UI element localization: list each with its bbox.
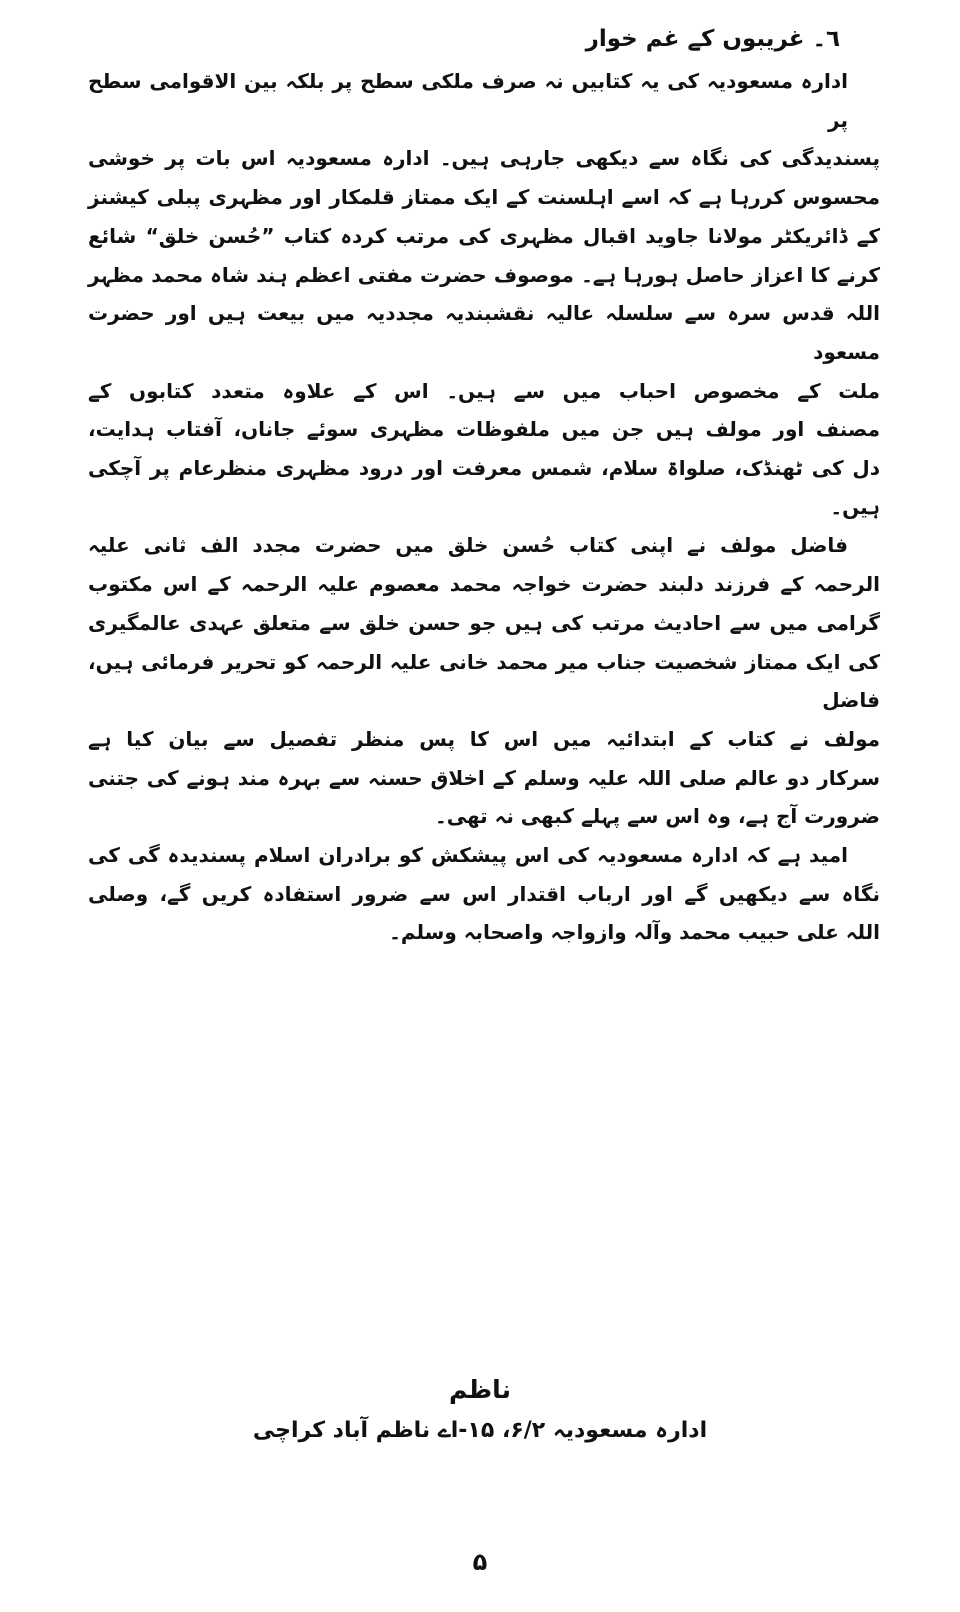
text-line: ہیں۔ [830,494,880,519]
text-line: امید ہے کہ ادارہ مسعودیہ کی اس پیشکش کو برادران اسلام پسندیدہ گی کی [88,843,848,868]
text-line: گرامی میں سے احادیث مرتب کی ہیں جو حسن خلق سے متعلق عہدی عالمگیری [88,610,880,635]
page-number: ۵ [472,1548,488,1576]
text-line: کرنے کا اعزاز حاصل ہورہا ہے۔ موصوف حضرت مفتی اعظم ہند شاہ محمد مظہر [88,262,880,287]
text-line: مصنف اور مولف ہیں جن میں ملفوظات مظہری سوئے جاناں، آفتاب ہدایت، [88,417,880,442]
text-line: فاضل مولف نے اپنی کتاب حُسن خلق میں حضرت مجدد الف ثانی علیہ [88,533,848,558]
text-line: ادارہ مسعودیہ کی یہ کتابیں نہ صرف ملکی سطح پر بلکہ بین الاقوامی سطح پر [88,69,848,132]
text-line: مولف نے کتاب کے ابتدائیہ میں اس کا پس منظر تفصیل سے بیان کیا ہے [88,726,880,751]
paragraph [88,836,880,952]
body-text [88,62,880,952]
text-line: اللہ قدس سرہ سے سلسلہ عالیہ نقشبندیہ مجددیہ میں بیعت ہیں اور حضرت مسعود [88,301,880,364]
text-line: دل کی ٹھنڈک، صلواۃ سلام، شمس معرفت اور درود مظہری منظرعام پر آچکی [88,456,880,481]
text-line: کے ڈائریکٹر مولانا جاوید اقبال مظہری کی مرتب کردہ کتاب ”حُسن خلق“ شائع [88,223,880,248]
text-line: اللہ علی حبیب محمد وآلہ وازواجہ واصحابہ وسلم۔ [389,920,880,945]
text-line: سرکار دو عالم صلی اللہ علیہ وسلم کے اخلاق حسنہ سے بہرہ مند ہونے کی جتنی [88,765,880,790]
text-line: محسوس کررہا ہے کہ اسے اہلسنت کے ایک ممتاز قلمکار اور مظہری پبلی کیشنز [88,185,880,210]
signature-title: ناظم [449,1375,511,1404]
text-line: ملت کے مخصوص احباب میں سے ہیں۔ اس کے علاوہ متعدد کتابوں کے [88,378,880,403]
paragraph [88,526,880,836]
paragraph [88,62,880,526]
text-line: ضرورت آج ہے، وہ اس سے پہلے کبھی نہ تھی۔ [434,804,880,829]
section-heading: ٦۔ غریبوں کے غم خوار [585,26,840,52]
text-line: پسندیدگی کی نگاہ سے دیکھی جارہی ہیں۔ ادارہ مسعودیہ اس بات پر خوشی [88,146,880,171]
text-line: نگاہ سے دیکھیں گے اور ارباب اقتدار اس سے ضرور استفادہ کریں گے، وصلی [88,881,880,906]
text-line: کی ایک ممتاز شخصیت جناب میر محمد خانی علیہ الرحمہ کو تحریر فرمائی ہیں، فاضل [88,649,880,713]
text-line: الرحمہ کے فرزند دلبند حضرت خواجہ محمد معصوم علیہ الرحمہ کے اس مکتوب [88,572,880,597]
signature-address: ادارہ مسعودیہ ۶/۲، ۱۵-اے ناظم آباد کراچی [252,1418,708,1443]
